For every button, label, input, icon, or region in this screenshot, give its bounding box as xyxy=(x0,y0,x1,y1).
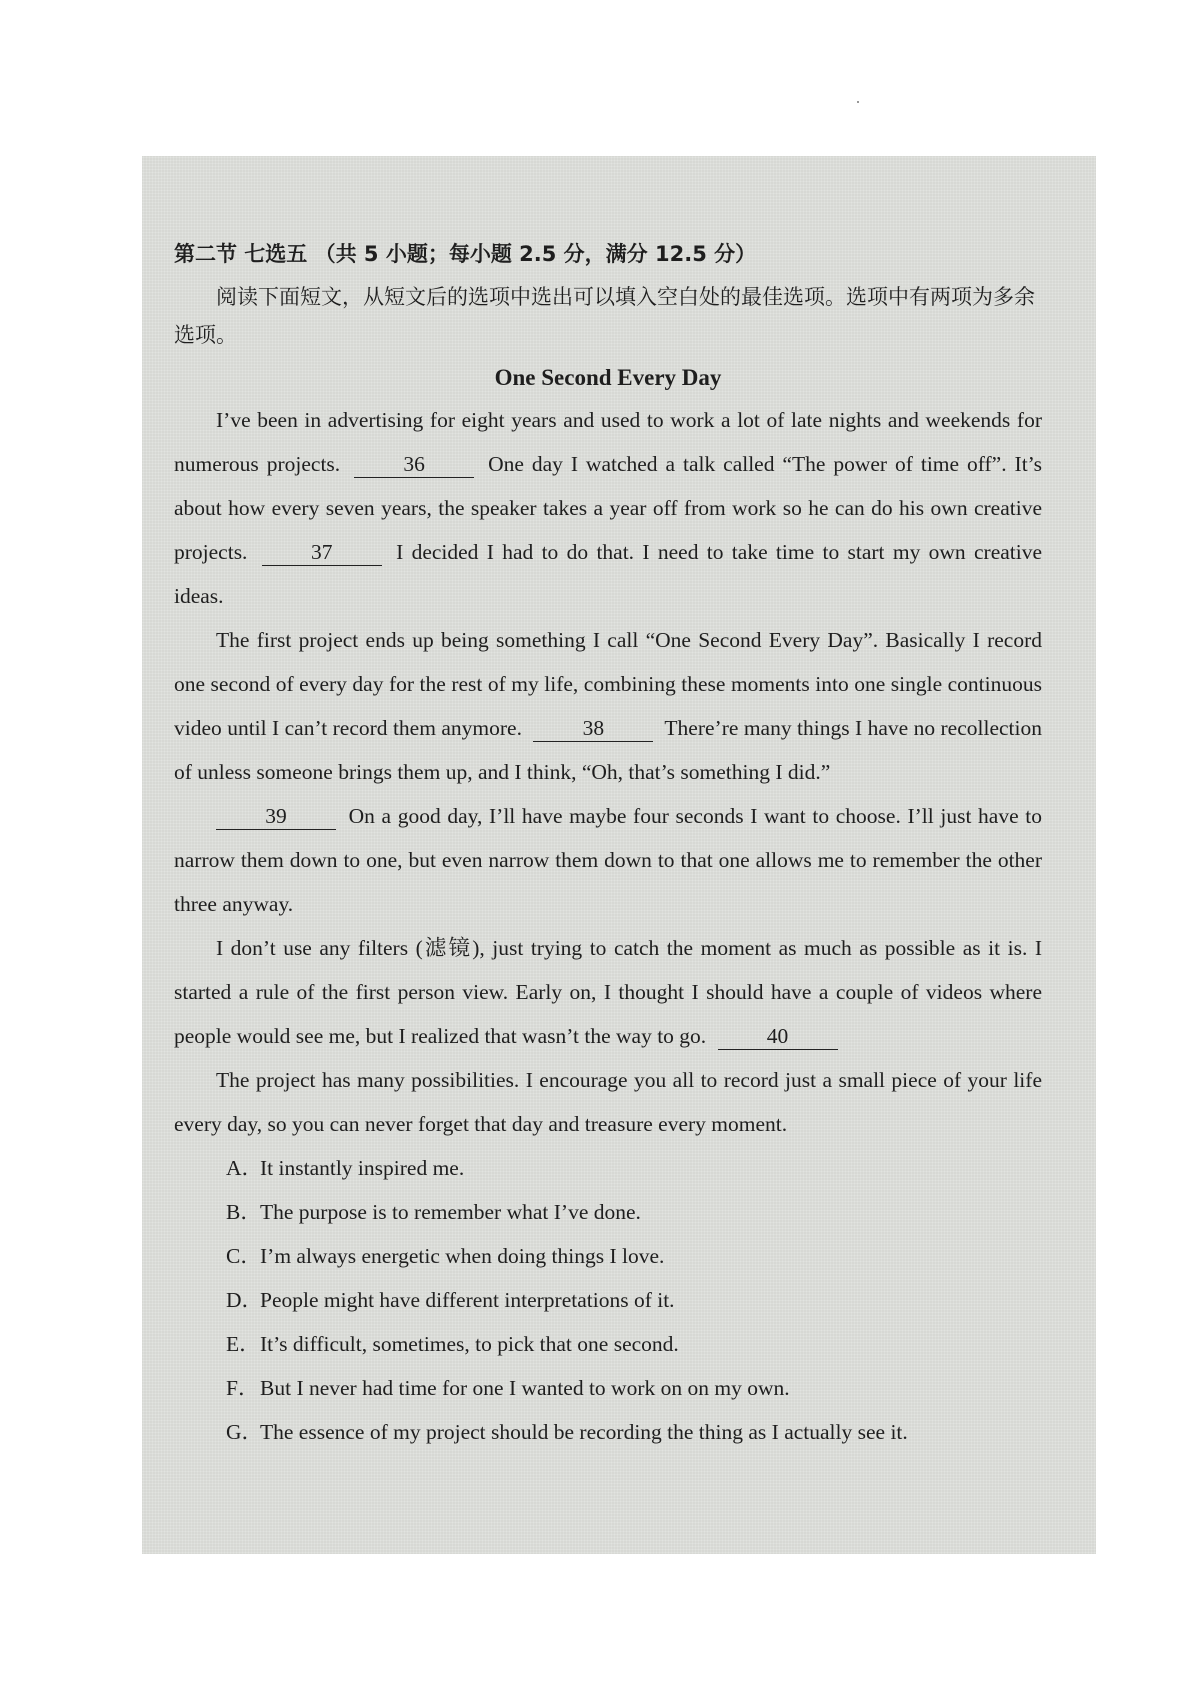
blank-37[interactable]: 37 xyxy=(262,539,382,566)
option-text: The essence of my project should be recording the thing as I actually see it. xyxy=(260,1420,908,1444)
paragraph-1-text-b: One day I watched a talk called “The power of time off”. It’s about how every seven years, the speaker takes a year off from work so he can do his own creative projects. xyxy=(174,452,1043,564)
paragraph-1 xyxy=(174,398,1042,618)
option-text: It’s difficult, sometimes, to pick that one second. xyxy=(260,1332,679,1356)
option-text: People might have different interpretations of it. xyxy=(260,1288,675,1312)
option-b[interactable] xyxy=(226,1190,1042,1234)
paragraph-5-text-a: The project has many possibilities. I encourage you all to record just a small piece of your life every day, so you can never forget that day and treasure every moment. xyxy=(174,1068,1042,1136)
paragraph-2 xyxy=(174,618,1042,794)
option-e[interactable] xyxy=(226,1322,1042,1366)
option-c[interactable] xyxy=(226,1234,1042,1278)
option-letter: G． xyxy=(226,1420,264,1444)
paragraph-4 xyxy=(174,926,1042,1058)
exam-sheet xyxy=(142,156,1096,1554)
option-text: It instantly inspired me. xyxy=(260,1156,465,1180)
passage-title: One Second Every Day xyxy=(494,365,722,390)
paragraph-2-text-a: The first project ends up being something I call “One Second Every Day”. Basically I record one second of every day for the rest of my life, combining these moments into one single continuous video until I can’t record them anymore. xyxy=(174,628,1042,740)
paragraph-2-text-b: There’re many things I have no recollection of unless someone brings them up, and I think, “Oh, that’s something I did.” xyxy=(174,716,1042,784)
blank-38[interactable]: 38 xyxy=(533,715,653,742)
paragraph-3 xyxy=(174,794,1042,926)
paragraph-1-text-a: I’ve been in advertising for eight years and used to work a lot of late nights and weekends for numerous projects. xyxy=(174,408,1042,476)
option-d[interactable] xyxy=(226,1278,1042,1322)
option-text: I’m always energetic when doing things I love. xyxy=(260,1244,665,1268)
option-letter: F． xyxy=(226,1376,260,1400)
stray-dot xyxy=(857,101,859,103)
option-letter: C． xyxy=(226,1244,262,1268)
option-letter: A． xyxy=(226,1156,264,1180)
section-instruction: 阅读下面短文，从短文后的选项中选出可以填入空白处的最佳选项。选项中有两项为多余选项。 xyxy=(174,285,1035,347)
option-letter: E． xyxy=(226,1332,261,1356)
section-title: 第二节 七选五 （共 5 小题；每小题 2.5 分，满分 12.5 分） xyxy=(174,242,757,266)
paragraph-5 xyxy=(174,1058,1042,1146)
option-f[interactable] xyxy=(226,1366,1042,1410)
paragraph-1-text-c: I decided I had to do that. I need to take time to start my own creative ideas. xyxy=(174,540,1043,608)
blank-40[interactable]: 40 xyxy=(718,1023,838,1050)
option-letter: B． xyxy=(226,1200,262,1224)
option-text: The purpose is to remember what I’ve done. xyxy=(260,1200,641,1224)
blank-39[interactable]: 39 xyxy=(216,803,336,830)
paragraph-3-text-a: On a good day, I’ll have maybe four seconds I want to choose. I’ll just have to narrow them down to one, but even narrow them down to that one allows me to remember the other three anyway. xyxy=(174,804,1042,916)
option-a[interactable] xyxy=(226,1146,1042,1190)
option-g[interactable] xyxy=(226,1410,1042,1454)
option-letter: D． xyxy=(226,1288,264,1312)
options-list xyxy=(174,1146,1042,1454)
paragraph-4-text-a: I don’t use any filters (滤镜), just trying to catch the moment as much as possible as it is. I started a rule of the first person view. Early on, I thought I should have a couple of videos where people would see me, but I realized that wasn’t the way to go. xyxy=(174,936,1042,1048)
blank-36[interactable]: 36 xyxy=(354,451,474,478)
option-text: But I never had time for one I wanted to work on on my own. xyxy=(260,1376,790,1400)
